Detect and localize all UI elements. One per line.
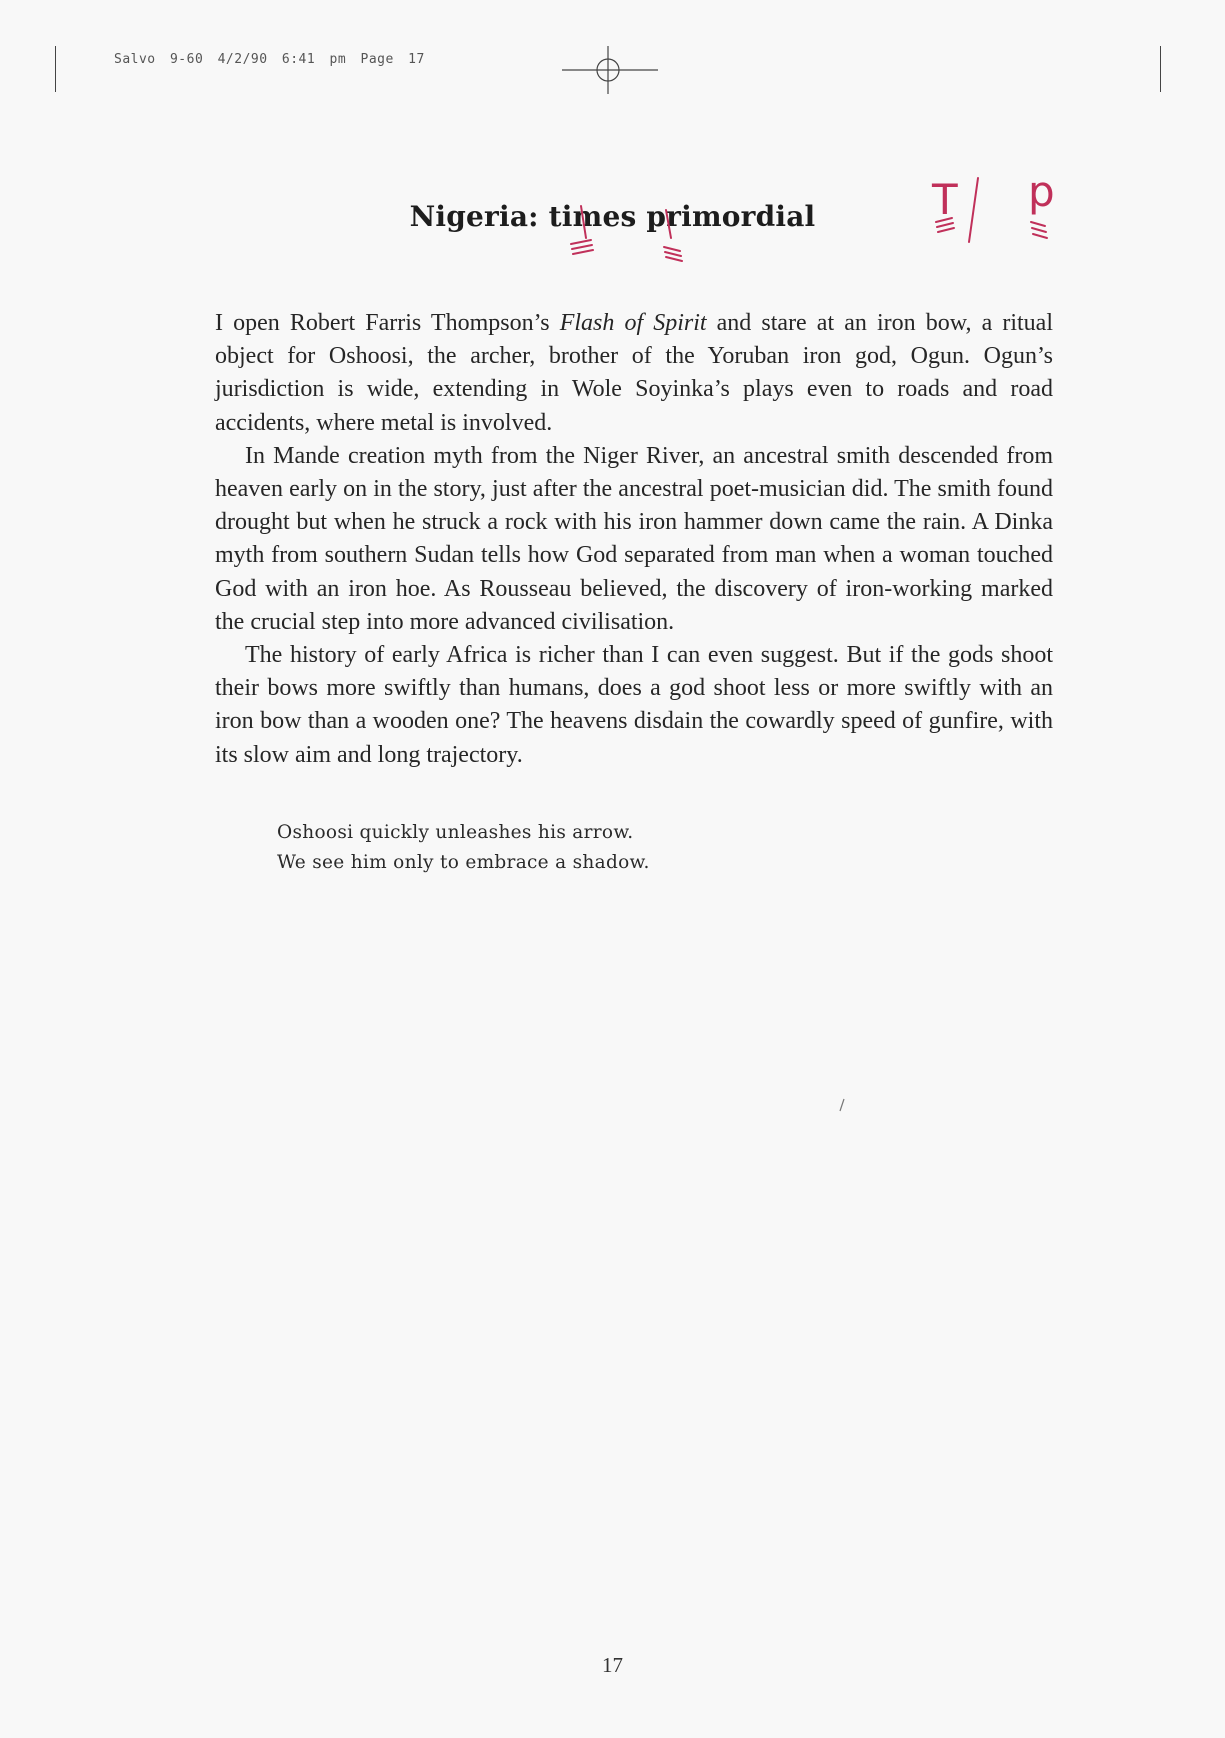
verse-block [277,818,650,878]
caps-underline-t-3 [573,250,593,254]
page-number: 17 [602,1653,623,1677]
paragraph-3: The history of early Africa is richer than I can even suggest. But if the gods shoot their bows more swiftly than humans, does a god shoot less or more swiftly with an iron bow than a wooden one? The heavens disdain the cowardly speed of gunfire, with its slow aim and long trajectory. [215,642,1053,768]
slug-line: Salvo 9-60 4/2/90 6:41 pm Page 17 [114,52,425,67]
caps-underline-t-2 [572,245,592,249]
page-title: Nigeria: times primordial [409,200,816,233]
body-text [215,307,1053,772]
caps-underline-p-2 [665,252,681,256]
verse-line-1: Oshoosi quickly unleashes his arrow. [277,822,634,843]
caps-underline-p-3 [666,257,682,261]
book-title: Flash of Spirit [559,310,707,336]
crop-mark-left [55,46,56,92]
margin-note-t: T [932,175,958,224]
registration-mark-icon [560,44,660,96]
crop-mark-right [1160,46,1161,92]
margin-note-p: p [1028,167,1055,216]
verse-line-2: We see him only to embrace a shadow. [277,852,650,873]
paragraph-2: In Mande creation myth from the Niger River, an ancestral smith descended from heaven early on in the story, just after the ancestral poet-musician did. The smith found drought but when he struck a rock with his iron hammer down came the rain. A Dinka myth from southern Sudan tells how God separated from man when a woman touched God with an iron hoe. As Rousseau believed, the discovery of iron-working marked the crucial step into more advanced civilisation. [215,442,1053,635]
stray-pencil-mark [838,1098,846,1112]
paragraph-1: I open Robert Farris Thompson’s Flash of Spirit and stare at an iron bow, a ritual object for Oshoosi, the archer, brother of the Yoruban iron god, Ogun. Ogun’s jurisdiction is wide, extending in Wole Soyinka’s plays even to roads and road accidents, where metal is involved. [215,310,1053,436]
caps-underline-t-1 [571,240,591,244]
margin-caps-underline-p-3 [1033,234,1047,238]
caps-underline-p-1 [664,247,680,251]
